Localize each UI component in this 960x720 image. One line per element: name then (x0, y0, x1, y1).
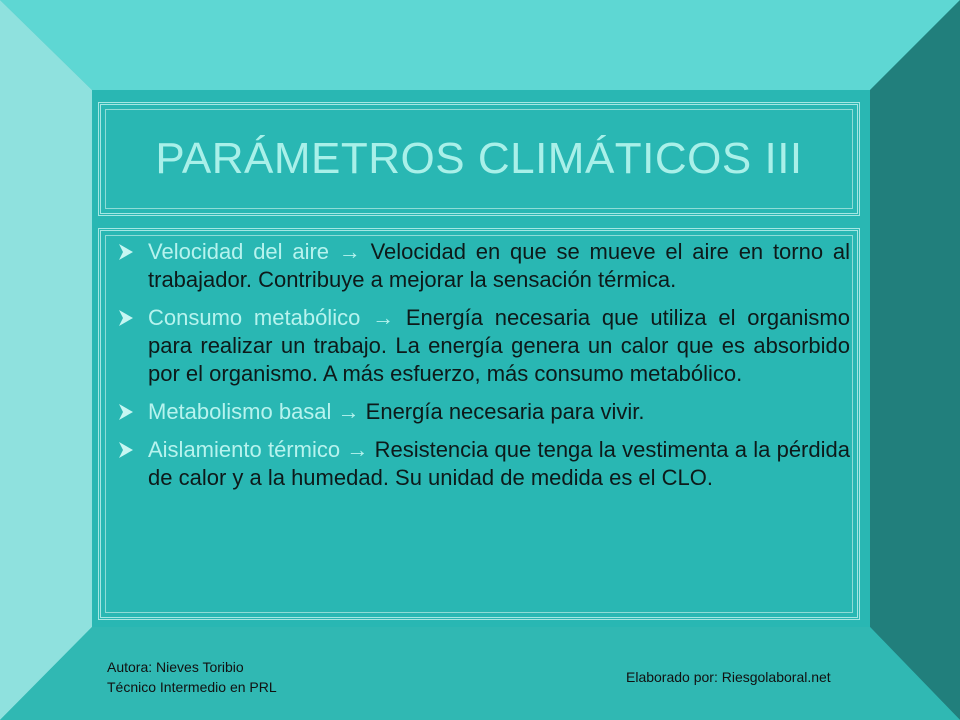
bullet-item (116, 436, 850, 492)
left-bevel (0, 0, 92, 720)
bullet-term: Metabolismo basal → (148, 399, 360, 424)
arrowhead-bullet-icon (116, 402, 136, 422)
bullet-list (116, 238, 850, 502)
arrowhead-bullet-icon (116, 440, 136, 460)
bullet-item (116, 398, 850, 426)
bullet-text: Velocidad en que se mueve el aire en torno al trabajador. Contribuye a mejorar la sensación térmica. (148, 239, 850, 292)
bullet-term: Velocidad del aire → (148, 239, 361, 264)
top-bevel (0, 0, 960, 90)
author-name: Autora: Nieves Toribio (107, 659, 244, 675)
bullet-text: Energía necesaria que utiliza el organismo para realizar un trabajo. La energía genera un calor que es absorbido por el organismo. A más esfuerzo, más consumo metabólico. (148, 305, 850, 386)
bullet-text: Resistencia que tenga la vestimenta a la pérdida de calor y a la humedad. Su unidad de medida es el CLO. (148, 437, 850, 490)
bullet-term: Consumo metabólico → (148, 305, 395, 330)
site-credit: Elaborado por: Riesgolaboral.net (626, 669, 831, 685)
bullet-term: Aislamiento térmico → (148, 437, 369, 462)
bullet-text: Energía necesaria para vivir. (359, 399, 645, 424)
bullet-item (116, 238, 850, 294)
bullet-item (116, 304, 850, 388)
author-role: Técnico Intermedio en PRL (107, 679, 277, 695)
right-bevel (870, 0, 960, 720)
arrowhead-bullet-icon (116, 308, 136, 328)
author-credit (107, 657, 277, 697)
arrowhead-bullet-icon (116, 242, 136, 262)
slide-title: PARÁMETROS CLIMÁTICOS III (155, 134, 803, 183)
